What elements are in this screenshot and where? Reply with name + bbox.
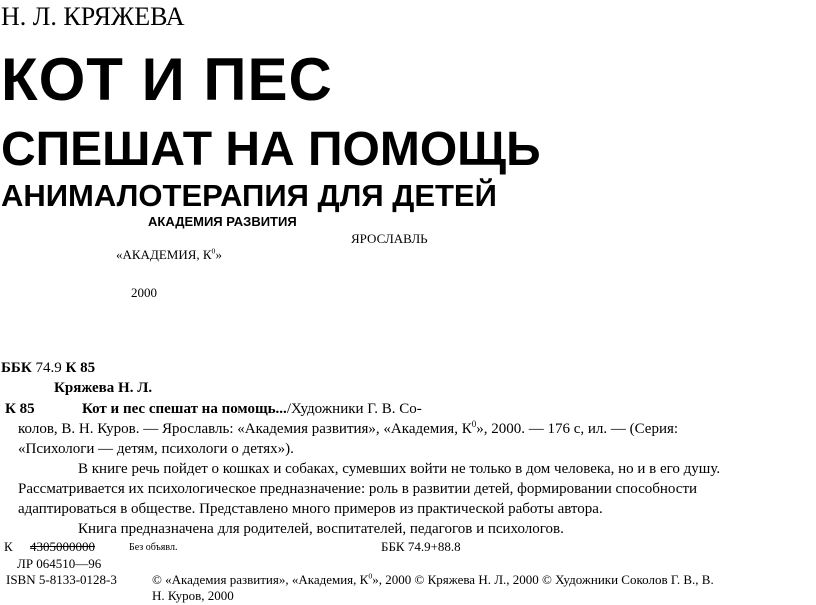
publisher-name: «АКАДЕМИЯ, $К^0$» bbox=[116, 246, 222, 262]
title-line-1: КОТ И ПЕС bbox=[1, 46, 333, 113]
copyright-line-1: © «Академия развития», «Академия, $К^0$», 2000 © Кряжева Н. Л., 2000 © Художники Соколов Г. В., В. bbox=[152, 571, 714, 587]
k-label: К bbox=[4, 539, 13, 554]
annotation-line-3: адаптироваться в обществе. Представлено много примеров из практической работы автора. bbox=[18, 501, 603, 517]
annotation-line-1: В книге речь пойдет о кошках и собаках, сумевших войти не только в дом человека, но и в его душу. bbox=[78, 461, 721, 477]
city: ЯРОСЛАВЛЬ bbox=[351, 231, 428, 246]
k-number: 4305000000 bbox=[30, 539, 95, 554]
year: 2000 bbox=[131, 285, 157, 300]
isbn: ISBN 5-8133-0128-3 bbox=[6, 572, 117, 587]
annotation-line-4: Книга предназначена для родителей, воспитателей, педагогов и психологов. bbox=[78, 521, 564, 537]
publisher-top: АКАДЕМИЯ РАЗВИТИЯ bbox=[148, 214, 297, 229]
annotation-line-2: Рассматривается их психологическое предназначение: роль в развитии детей, формировании способности bbox=[18, 481, 698, 497]
subtitle: АНИМАЛОТЕРАПИЯ ДЛЯ ДЕТЕЙ bbox=[1, 178, 497, 213]
card-author: Кряжева Н. Л. bbox=[54, 380, 153, 396]
title-line-2: СПЕШАТ НА ПОМОЩЬ bbox=[1, 123, 541, 176]
card-mark: К 85 bbox=[5, 401, 35, 417]
author-name: Н. Л. КРЯЖЕВА bbox=[1, 2, 185, 31]
lr-number: ЛР 064510—96 bbox=[17, 556, 102, 571]
card-title-line: Кот и пес спешат на помощь.../Художники Г. В. Со- bbox=[82, 401, 422, 417]
bbk-full: ББК 74.9+88.8 bbox=[381, 539, 461, 554]
card-line-2: колов, В. Н. Куров. — Ярославль: «Академия развития», «Академия, $К^0$», 2000. — 176 с, ил. — (Серия: bbox=[18, 419, 679, 437]
k-note: Без объявл. bbox=[129, 542, 178, 553]
copyright-line-2: Н. Куров, 2000 bbox=[152, 588, 234, 603]
card-line-3: «Психологи — детям, психологи о детях»). bbox=[18, 441, 294, 457]
bbk-line: ББК 74.9 К 85 bbox=[1, 360, 96, 376]
